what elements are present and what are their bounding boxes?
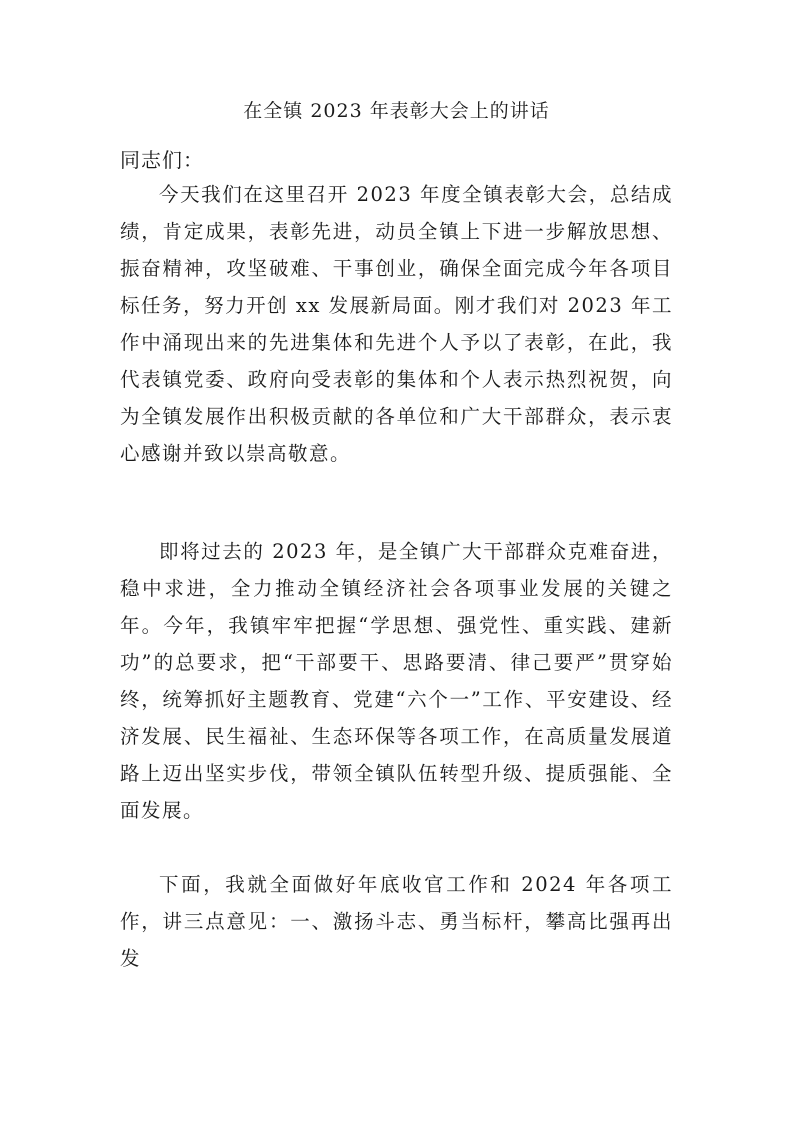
paragraph-opening: 今天我们在这里召开 2023 年度全镇表彰大会，总结成绩，肯定成果，表彰先进，动员全镇上下进一步解放思想、振奋精神，攻坚破难、干事创业，确保全面完成今年各项目标任务，努力开创 xx 发展新局面。刚才我们对 2023 年工作中涌现出来的先进集体和先进个人予以了表彰，在此，我代表镇党委、政府向受表彰的集体和个人表示热烈祝贺，向为全镇发展作出积极贡献的各单位和广大干部群众，表示衷心感谢并致以崇高敬意。 [120, 183, 673, 465]
salutation: 同志们： [120, 148, 204, 172]
document-title: 在全镇 2023 年表彰大会上的讲话 [243, 100, 550, 122]
paragraph-review: 即将过去的 2023 年，是全镇广大干部群众克难奋进，稳中求进，全力推动全镇经济社会各项事业发展的关键之年。今年，我镇牢牢把握“学思想、强党性、重实践、建新功”的总要求，把“干部要干、思路要清、律己要严”贯穿始终，统筹抓好主题教育、党建“六个一”工作、平安建设、经济发展、民生福祉、生态环保等各项工作，在高质量发展道路上迈出坚实步伐，带领全镇队伍转型升级、提质强能、全面发展。 [120, 540, 673, 822]
paragraph-outline: 下面，我就全面做好年底收官工作和 2024 年各项工作，讲三点意见：一、激扬斗志、勇当标杆，攀高比强再出发 [120, 873, 673, 970]
